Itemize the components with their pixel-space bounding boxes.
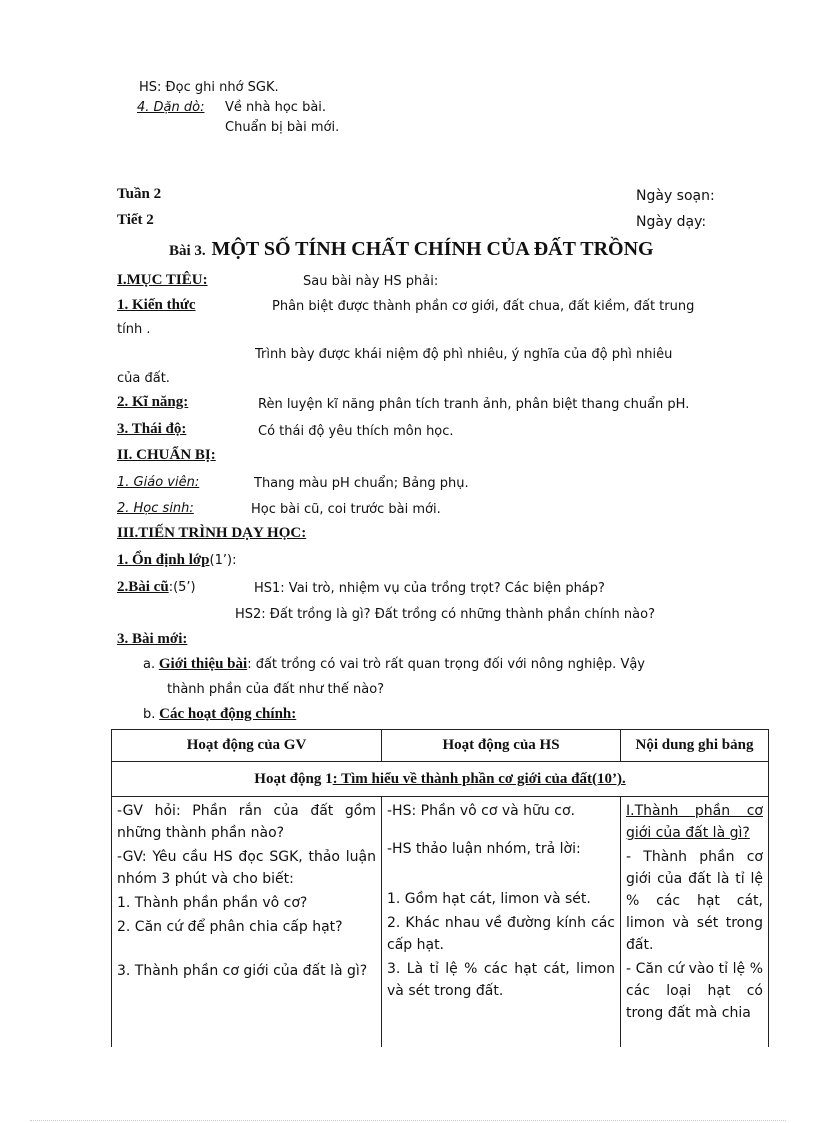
tuan-label: Tuần 2: [117, 186, 162, 202]
thai-do-label: 3. Thái độ:: [117, 421, 187, 437]
gioi-thieu-line: [143, 656, 645, 673]
nd-item-1: I.Thành phần cơ giới của đất là gì?: [626, 803, 763, 841]
muc-tieu-heading: I.MỤC TIÊU:: [117, 272, 208, 288]
gv-item-5: 3. Thành phần cơ giới của đất là gì?: [117, 963, 368, 979]
dan-do-item-2: Chuẩn bị bài mới.: [225, 120, 340, 135]
nd-item-2: - Thành phần cơ giới của đất là tỉ lệ % các hạt cát, limon và sét trong đất.: [626, 849, 763, 953]
tien-trinh-heading: III.TIẾN TRÌNH DẠY HỌC:: [117, 525, 307, 541]
dan-do-label: 4. Dặn dò:: [137, 100, 205, 115]
kien-thuc-1b: tính .: [117, 322, 151, 337]
bai-cu-label: 2.Bài cũ: [117, 579, 169, 595]
kien-thuc-2a: Trình bày được khái niệm độ phì nhiêu, ý nghĩa của độ phì nhiêu: [255, 347, 673, 362]
cac-hoat-dong-prefix: b.: [143, 707, 156, 722]
table-header-row: [112, 730, 769, 762]
bai-cu-hs1: HS1: Vai trò, nhiệm vụ của trồng trọt? Các biện pháp?: [254, 581, 605, 596]
activity-1-prefix: Hoạt động 1: [254, 771, 333, 787]
giao-vien-label: 1. Giáo viên:: [117, 475, 200, 490]
kien-thuc-2b: của đất.: [117, 371, 170, 386]
kien-thuc-1a: Phân biệt được thành phần cơ giới, đất chua, đất kiềm, đất trung: [272, 299, 695, 314]
on-dinh-label: 1. Ổn định lớp: [117, 552, 210, 568]
thai-do-text: Có thái độ yêu thích môn học.: [258, 424, 454, 439]
gv-item-1: -GV hỏi: Phần rắn của đất gồm những thành phần nào?: [117, 803, 376, 841]
page-footer-divider: [30, 1120, 786, 1121]
ngay-soan-label: Ngày soạn:: [636, 188, 715, 204]
gv-item-3: 1. Thành phần phần vô cơ?: [117, 895, 308, 911]
giao-vien-text: Thang màu pH chuẩn; Bảng phụ.: [254, 476, 469, 491]
hs-item-1: -HS: Phần vô cơ và hữu cơ.: [387, 803, 575, 819]
table-row: [112, 797, 769, 1062]
muc-tieu-intro: Sau bài này HS phải:: [303, 274, 439, 289]
hoc-sinh-label: 2. Học sinh:: [117, 501, 194, 516]
activity-1-rest: : Tìm hiểu về thành phần cơ giới của đất(10’).: [332, 771, 626, 787]
page-bottom-mask: [100, 1047, 780, 1123]
gioi-thieu-text-2: thành phần của đất như thế nào?: [167, 682, 385, 697]
lesson-title-prefix: Bài 3.: [169, 243, 206, 259]
hs-cell: [382, 797, 621, 1062]
on-dinh-time: (1’):: [209, 553, 237, 568]
lesson-title-main: MỘT SỐ TÍNH CHẤT CHÍNH CỦA ĐẤT TRỒNG: [211, 238, 654, 260]
activity-1-title: [112, 762, 769, 797]
header-gv: Hoạt động của GV: [112, 730, 382, 762]
chuan-bi-heading: II. CHUẨN BỊ:: [117, 447, 216, 463]
kien-thuc-label: 1. Kiến thức: [117, 297, 196, 313]
lesson-title: [169, 238, 654, 261]
bai-cu-time: :(5’): [168, 580, 196, 595]
dan-do-item-1: Về nhà học bài.: [225, 100, 327, 115]
gv-item-2: -GV: Yêu cầu HS đọc SGK, thảo luận nhóm 3 phút và cho biết:: [117, 849, 376, 887]
gioi-thieu-label: Giới thiệu bài: [158, 656, 248, 672]
hs-item-5: 3. Là tỉ lệ % các hạt cát, limon và sét trong đất.: [387, 961, 615, 999]
hs-item-3: 1. Gồm hạt cát, limon và sét.: [387, 891, 591, 907]
ki-nang-text: Rèn luyện kĩ năng phân tích tranh ảnh, phân biệt thang chuẩn pH.: [258, 397, 690, 412]
header-noi-dung: Nội dung ghi bảng: [621, 730, 769, 762]
hs-read-note: HS: Đọc ghi nhớ SGK.: [139, 80, 279, 95]
activity-title-row: [112, 762, 769, 797]
header-hs: Hoạt động của HS: [382, 730, 621, 762]
hoc-sinh-text: Học bài cũ, coi trước bài mới.: [251, 502, 441, 517]
bai-cu-hs2: HS2: Đất trồng là gì? Đất trồng có những thành phần chính nào?: [235, 607, 655, 622]
bai-moi-label: 3. Bài mới:: [117, 631, 188, 647]
gioi-thieu-prefix: a.: [143, 657, 156, 672]
nd-item-3: - Căn cứ vào tỉ lệ % các loại hạt có trong đất mà chia: [626, 961, 763, 1021]
hs-item-2: -HS thảo luận nhóm, trả lời:: [387, 841, 581, 857]
gv-cell: [112, 797, 382, 1062]
hs-item-4: 2. Khác nhau về đường kính các cấp hạt.: [387, 915, 615, 953]
on-dinh-line: [117, 552, 236, 569]
ngay-day-label: Ngày dạy:: [636, 214, 707, 230]
bai-cu-line: [117, 579, 196, 596]
gioi-thieu-text-1: : đất trồng có vai trò rất quan trọng đối với nông nghiệp. Vậy: [247, 657, 646, 672]
ki-nang-label: 2. Kĩ năng:: [117, 394, 189, 410]
noi-dung-cell: [621, 797, 769, 1062]
activity-table: [111, 729, 769, 1062]
gv-item-4: 2. Căn cứ để phân chia cấp hạt?: [117, 919, 343, 935]
tiet-label: Tiết 2: [117, 212, 154, 228]
cac-hoat-dong-label: Các hoạt động chính:: [159, 706, 297, 722]
cac-hoat-dong-line: [143, 706, 296, 723]
